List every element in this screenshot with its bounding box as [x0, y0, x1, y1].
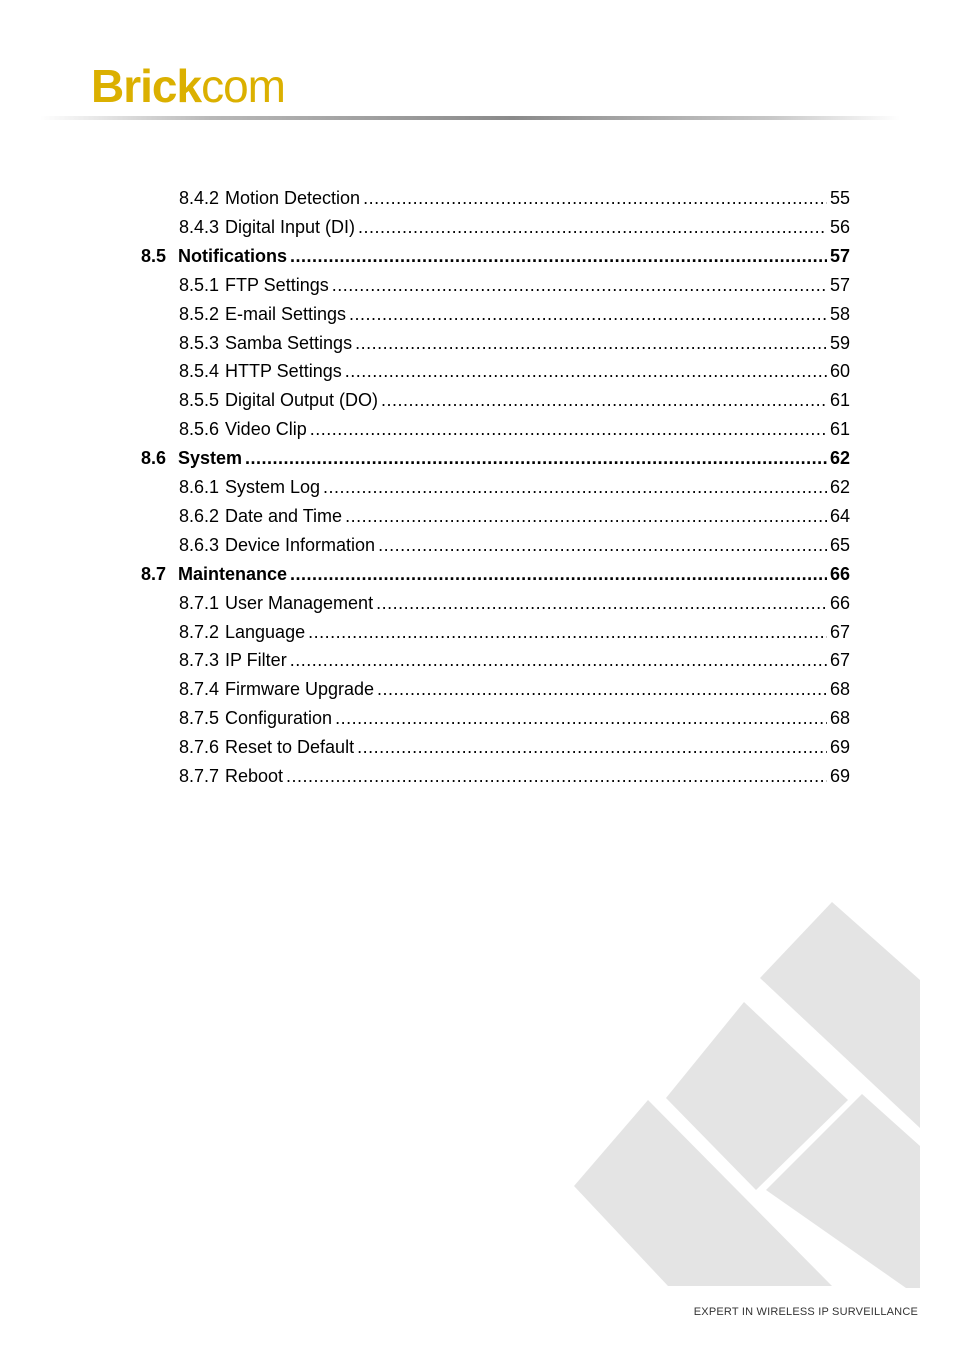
toc-entry[interactable]: [179, 357, 850, 385]
toc-entry-page: 66: [829, 564, 850, 584]
toc-entry-number: 8.5: [141, 246, 167, 266]
toc-entry-page: 60: [829, 361, 850, 381]
toc-dot-leader: [335, 704, 827, 732]
toc-dot-leader: [357, 733, 827, 761]
toc-entry[interactable]: [179, 704, 850, 732]
toc-entry-title: IP Filter: [225, 650, 287, 670]
toc-entry-title: System: [178, 448, 243, 468]
toc-entry-page: 62: [829, 477, 850, 497]
toc-entry-title: Motion Detection: [225, 188, 361, 208]
toc-entry-number: 8.6.1: [179, 477, 220, 497]
toc-entry-title: Firmware Upgrade: [225, 679, 375, 699]
toc-entry-number: 8.7.6: [179, 737, 220, 757]
toc-entry-title: Maintenance: [178, 564, 288, 584]
toc-dot-leader: [378, 531, 827, 559]
toc-entry[interactable]: [141, 242, 850, 270]
toc-entry-number: 8.7.7: [179, 766, 220, 786]
toc-entry-number: 8.5.6: [179, 419, 220, 439]
toc-entry-number: 8.6: [141, 448, 167, 468]
toc-entry-page: 67: [829, 650, 850, 670]
toc-entry-page: 61: [829, 390, 850, 410]
toc-entry[interactable]: [179, 184, 850, 212]
toc-entry-page: 55: [829, 188, 850, 208]
toc-dot-leader: [290, 242, 827, 270]
toc-entry-page: 69: [829, 766, 850, 786]
brick-watermark-graphic: [560, 890, 920, 1290]
toc-entry-page: 62: [829, 448, 850, 468]
toc-entry-number: 8.7: [141, 564, 167, 584]
toc-entry-number: 8.5.5: [179, 390, 220, 410]
toc-entry-page: 65: [829, 535, 850, 555]
toc-entry-page: 57: [829, 246, 850, 266]
toc-entry[interactable]: [179, 589, 850, 617]
toc-entry-page: 66: [829, 593, 850, 613]
toc-entry-number: 8.7.5: [179, 708, 220, 728]
toc-entry-title: Digital Input (DI): [225, 217, 356, 237]
toc-dot-leader: [345, 502, 827, 530]
toc-dot-leader: [345, 357, 827, 385]
toc-entry-title: Reboot: [225, 766, 284, 786]
toc-dot-leader: [310, 415, 827, 443]
toc-entry-number: 8.5.1: [179, 275, 220, 295]
toc-entry[interactable]: [179, 502, 850, 530]
toc-entry-number: 8.7.3: [179, 650, 220, 670]
toc-dot-leader: [376, 589, 827, 617]
toc-entry-page: 59: [829, 333, 850, 353]
toc-entry-title: Video Clip: [225, 419, 307, 439]
toc-entry-title: Reset to Default: [225, 737, 355, 757]
toc-entry-page: 58: [829, 304, 850, 324]
toc-entry-page: 68: [829, 679, 850, 699]
toc-dot-leader: [363, 184, 827, 212]
logo-light-text: com: [201, 60, 285, 112]
toc-dot-leader: [358, 213, 827, 241]
toc-entry[interactable]: [179, 762, 850, 790]
toc-entry-title: Digital Output (DO): [225, 390, 379, 410]
toc-entry[interactable]: [179, 531, 850, 559]
toc-dot-leader: [290, 560, 827, 588]
toc-entry-title: Samba Settings: [225, 333, 353, 353]
toc-dot-leader: [381, 386, 827, 414]
toc-entry-title: Date and Time: [225, 506, 343, 526]
toc-entry[interactable]: [179, 733, 850, 761]
toc-entry-number: 8.5.4: [179, 361, 220, 381]
toc-entry[interactable]: [179, 300, 850, 328]
toc-entry[interactable]: [179, 329, 850, 357]
toc-entry-page: 57: [829, 275, 850, 295]
toc-entry[interactable]: [141, 444, 850, 472]
toc-entry[interactable]: [179, 213, 850, 241]
toc-entry-page: 56: [829, 217, 850, 237]
toc-entry-title: Notifications: [178, 246, 288, 266]
toc-entry-page: 64: [829, 506, 850, 526]
toc-entry-number: 8.5.2: [179, 304, 220, 324]
toc-entry-page: 61: [829, 419, 850, 439]
toc-entry-title: Language: [225, 622, 306, 642]
toc-dot-leader: [290, 646, 827, 674]
toc-entry-title: E-mail Settings: [225, 304, 347, 324]
toc-dot-leader: [308, 618, 827, 646]
toc-entry-number: 8.4.2: [179, 188, 220, 208]
toc-dot-leader: [332, 271, 827, 299]
toc-entry-number: 8.6.3: [179, 535, 220, 555]
brickcom-logo: [91, 60, 285, 112]
toc-entry-number: 8.7.1: [179, 593, 220, 613]
header-divider: [40, 116, 900, 120]
toc-entry-title: Configuration: [225, 708, 333, 728]
toc-entry-number: 8.7.2: [179, 622, 220, 642]
toc-entry[interactable]: [179, 646, 850, 674]
toc-entry[interactable]: [179, 473, 850, 501]
toc-entry[interactable]: [179, 386, 850, 414]
toc-dot-leader: [286, 762, 827, 790]
toc-dot-leader: [349, 300, 827, 328]
toc-entry[interactable]: [141, 560, 850, 588]
toc-entry[interactable]: [179, 271, 850, 299]
toc-entry-page: 68: [829, 708, 850, 728]
toc-entry-title: FTP Settings: [225, 275, 329, 295]
toc-entry-title: HTTP Settings: [225, 361, 342, 381]
toc-dot-leader: [355, 329, 827, 357]
toc-entry-page: 67: [829, 622, 850, 642]
toc-entry-title: System Log: [225, 477, 321, 497]
toc-entry[interactable]: [179, 618, 850, 646]
toc-dot-leader: [377, 675, 827, 703]
toc-dot-leader: [323, 473, 827, 501]
toc-entry-title: Device Information: [225, 535, 376, 555]
toc-entry-page: 69: [829, 737, 850, 757]
toc-entry[interactable]: [179, 675, 850, 703]
toc-entry-title: User Management: [225, 593, 374, 613]
footer-tagline: EXPERT IN WIRELESS IP SURVEILLANCE: [693, 1306, 918, 1318]
toc-entry-number: 8.5.3: [179, 333, 220, 353]
toc-entry-number: 8.4.3: [179, 217, 220, 237]
toc-entry-number: 8.6.2: [179, 506, 220, 526]
toc-entry-number: 8.7.4: [179, 679, 220, 699]
logo-bold-text: Brick: [91, 60, 202, 112]
toc-entry[interactable]: [179, 415, 850, 443]
toc-dot-leader: [245, 444, 827, 472]
